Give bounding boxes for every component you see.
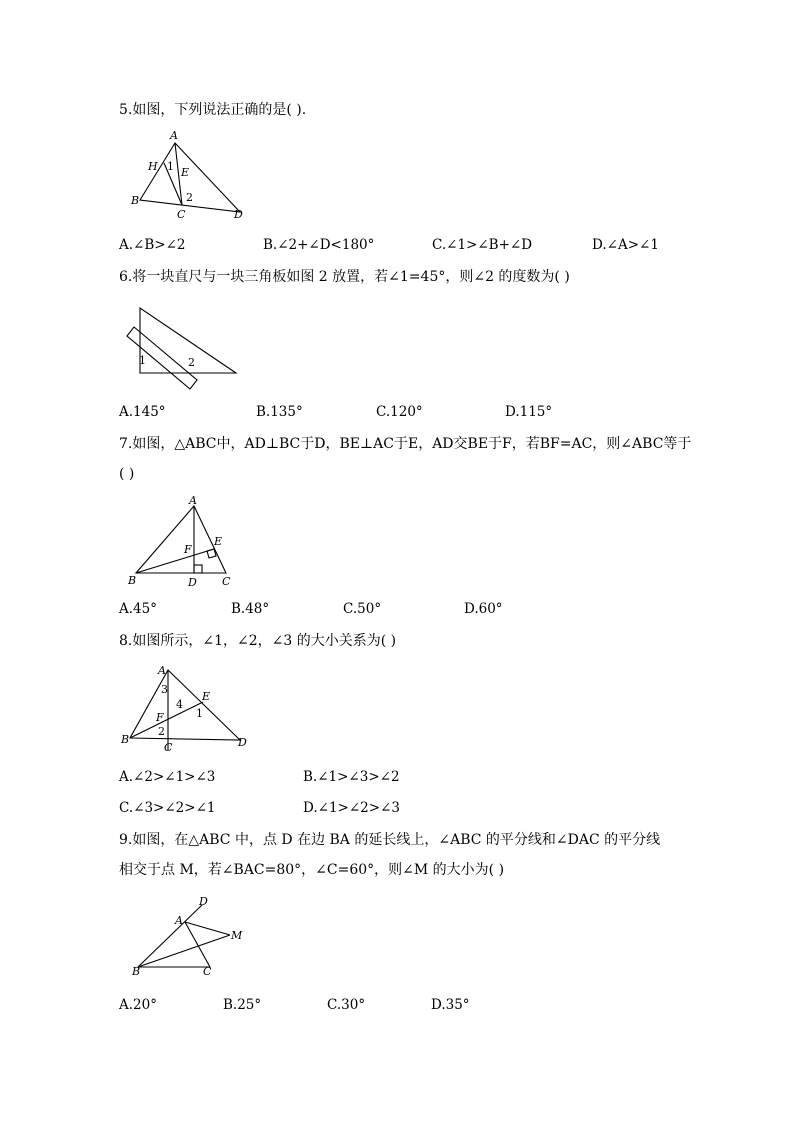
q7-label-b: B	[128, 574, 137, 587]
q8-option-b: B.∠1>∠3>∠2	[303, 769, 400, 785]
q9-label-c: C	[203, 965, 212, 978]
q7-label-e: E	[214, 535, 223, 548]
q5-option-d: D.∠A>∠1	[592, 237, 659, 253]
q8-stem: 8.如图所示，∠1，∠2，∠3 的大小关系为( )	[119, 633, 397, 649]
q5-label-2: 2	[186, 191, 193, 204]
q9-segment-bm	[138, 935, 230, 967]
q9-label-d: D	[199, 895, 208, 908]
q9-segment-ac	[185, 922, 210, 967]
q8-label-3: 3	[161, 683, 168, 696]
q6-option-c: C.120°	[376, 404, 423, 420]
q6-figure	[118, 300, 248, 392]
q8-label-4: 4	[176, 698, 183, 711]
q6-label-1: 1	[139, 354, 146, 367]
q8-option-c: C.∠3>∠2>∠1	[119, 800, 216, 816]
q7-option-b: B.48°	[231, 601, 270, 617]
q8-label-f: F	[156, 711, 164, 724]
q9-option-b: B.25°	[223, 997, 262, 1013]
q7-right-angle-e	[207, 549, 216, 558]
q8-label-2: 2	[158, 725, 165, 738]
q9-figure	[130, 895, 255, 980]
q5-label-a: A	[170, 129, 178, 142]
q7-option-d: D.60°	[464, 601, 503, 617]
q7-triangle-abc	[136, 506, 226, 573]
q5-option-a: A.∠B>∠2	[119, 237, 186, 253]
q5-label-c: C	[177, 208, 186, 221]
q6-option-d: D.115°	[505, 404, 553, 420]
q8-figure	[118, 660, 258, 755]
q8-option-a: A.∠2>∠1>∠3	[119, 769, 216, 785]
q8-label-a: A	[158, 664, 166, 677]
q5-option-b: B.∠2+∠D<180°	[263, 237, 375, 253]
q5-stem: 5.如图，下列说法正确的是( ).	[119, 102, 307, 118]
q9-label-m: M	[231, 929, 243, 942]
q5-label-h: H	[148, 160, 158, 173]
q8-segment-be	[130, 702, 203, 738]
q6-ruler	[127, 327, 197, 389]
q8-label-e: E	[202, 690, 211, 703]
q7-right-angle-d	[194, 565, 202, 573]
q8-label-c: C	[164, 741, 173, 754]
q5-label-1: 1	[167, 160, 174, 173]
q5-figure	[120, 130, 260, 225]
q9-option-d: D.35°	[431, 997, 470, 1013]
q5-option-c: C.∠1>∠B+∠D	[432, 237, 533, 253]
q8-label-d: D	[238, 736, 247, 749]
q8-label-1: 1	[196, 707, 203, 720]
q7-label-a: A	[189, 494, 197, 507]
q7-label-f: F	[184, 543, 192, 556]
q6-option-a: A.145°	[119, 404, 166, 420]
q7-label-c: C	[222, 575, 231, 588]
q9-stem-line2: 相交于点 M，若∠BAC=80°，∠C=60°，则∠M 的大小为( )	[119, 862, 505, 878]
q7-label-d: D	[188, 576, 197, 589]
q7-stem-line1: 7.如图，△ABC中，AD⊥BC于D，BE⊥AC于E，AD交BE于F，若BF=AC，则∠ABC等于	[119, 436, 692, 452]
q9-stem-line1: 9.如图，在△ABC 中，点 D 在边 BA 的延长线上，∠ABC 的平分线和∠DAC 的平分线	[119, 832, 661, 848]
q7-option-a: A.45°	[119, 601, 157, 617]
q7-option-c: C.50°	[343, 601, 382, 617]
q7-figure	[122, 495, 242, 590]
q7-stem-line2: ( )	[119, 466, 135, 482]
q6-option-b: B.135°	[256, 404, 303, 420]
q8-option-d: D.∠1>∠2>∠3	[303, 800, 400, 816]
q6-label-2: 2	[188, 356, 195, 369]
q6-stem: 6.将一块直尺与一块三角板如图 2 放置，若∠1=45°，则∠2 的度数为( )	[119, 269, 570, 285]
q9-option-c: C.30°	[327, 997, 366, 1013]
q9-option-a: A.20°	[119, 997, 157, 1013]
q9-label-a: A	[175, 914, 183, 927]
q5-label-d: D	[234, 208, 243, 221]
q5-label-b: B	[131, 194, 140, 207]
q8-label-b: B	[121, 733, 130, 746]
q9-label-b: B	[132, 965, 141, 978]
q5-label-e: E	[181, 166, 190, 179]
